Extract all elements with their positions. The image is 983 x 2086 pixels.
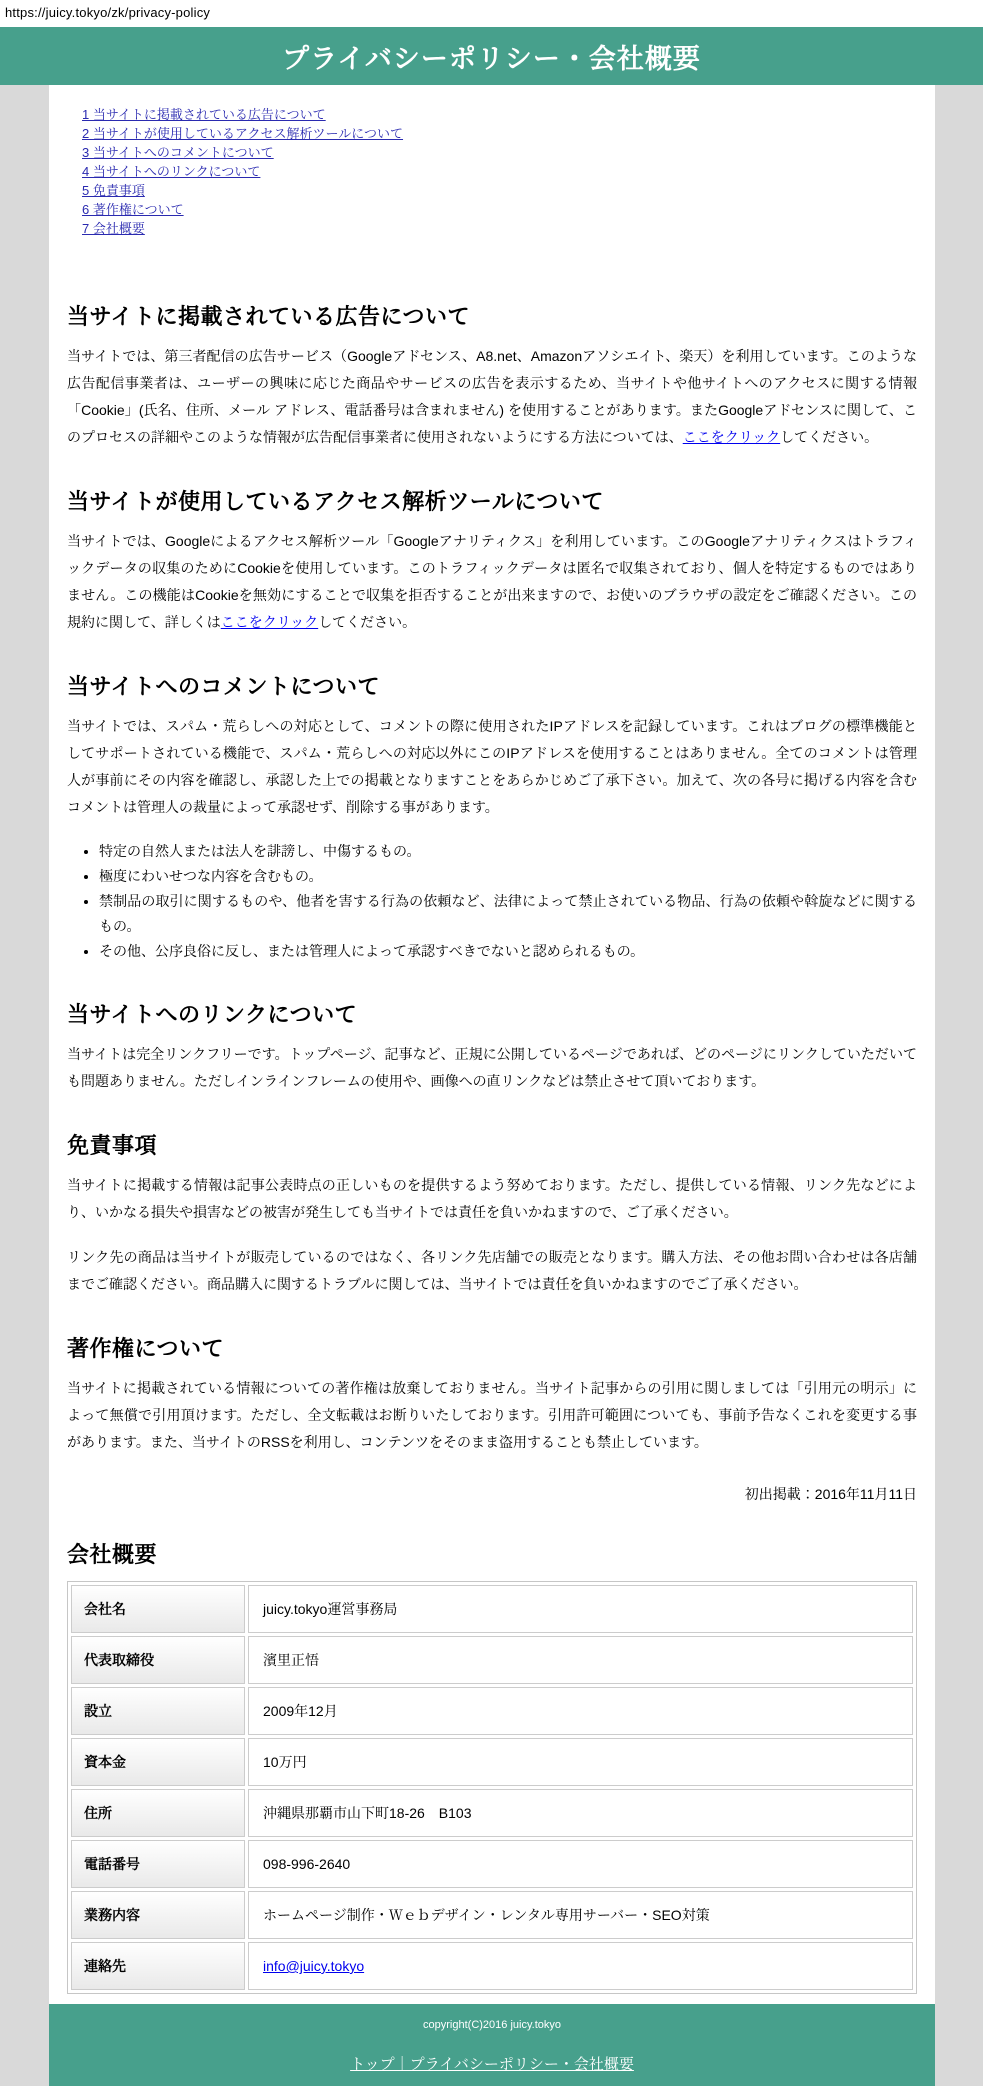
- section-ads-text-after: してください。: [780, 429, 879, 445]
- section-analytics-body: [67, 528, 917, 636]
- section-copyright: [67, 1332, 917, 1504]
- company-row-value: ホームページ制作・Ｗｅｂデザイン・レンタル専用サーバー・SEO対策: [248, 1891, 913, 1939]
- section-links-body: 当サイトは完全リンクフリーです。トップページ、記事など、正規に公開しているページであれば、どのページにリンクしていただいても問題ありません。ただしインラインフレームの使用や、画像への直リンクなどは禁止させて頂いております。: [67, 1046, 917, 1089]
- company-row-label: 業務内容: [71, 1891, 245, 1939]
- company-row-label: 電話番号: [71, 1840, 245, 1888]
- table-of-contents: [82, 105, 917, 238]
- page-url: https://juicy.tokyo/zk/privacy-policy: [5, 5, 211, 20]
- site-footer: [49, 2004, 935, 2086]
- company-row-label: 資本金: [71, 1738, 245, 1786]
- table-row: [71, 1789, 913, 1837]
- section-analytics-text: 当サイトでは、Googleによるアクセス解析ツール「Googleアナリティクス」を利用しています。このGoogleアナリティクスはトラフィックデータの収集のためにCookieを使用しています。このトラフィックデータは匿名で収集されており、個人を特定するものではありません。この機能はCookieを無効にすることで収集を拒否することが出来ますので、お使いのブラウザの設定をご確認ください。この規約に関して、詳しくは: [67, 533, 917, 630]
- disclaimer-paragraph-2: リンク先の商品は当サイトが販売しているのではなく、各リンク先店舗での販売となります。購入方法、その他お問い合わせは各店舗までご確認ください。商品購入に関するトラブルに関しては、当サイトでは責任を負いかねますのでご了承ください。: [67, 1249, 917, 1292]
- company-row-label: 住所: [71, 1789, 245, 1837]
- page-title: プライバシーポリシー・会社概要: [282, 43, 701, 74]
- analytics-terms-link[interactable]: ここをクリック: [220, 614, 319, 630]
- company-row-value: 10万円: [248, 1738, 913, 1786]
- table-row-contact: [71, 1942, 913, 1990]
- table-row: [71, 1687, 913, 1735]
- section-ads: [67, 300, 917, 451]
- section-ads-heading: 当サイトに掲載されている広告について: [67, 304, 471, 329]
- main-content: [49, 85, 935, 2086]
- section-copyright-body: 当サイトに掲載されている情報についての著作権は放棄しておりません。当サイト記事からの引用に関しましては「引用元の明示」によって無償で引用頂けます。ただし、全文転載はお断りいたしております。引用許可範囲についても、事前予告なくこれを変更する事があります。また、当サイトのRSSを利用し、コンテンツをそのまま盗用することも禁止しています。: [67, 1380, 917, 1450]
- company-row-value: [248, 1942, 913, 1990]
- browser-url-bar[interactable]: [0, 0, 983, 27]
- section-disclaimer: [67, 1129, 917, 1298]
- first-published-date: 初出掲載：2016年11月11日: [744, 1486, 917, 1502]
- toc-link[interactable]: 7 会社概要: [82, 221, 145, 236]
- comment-rule-item: • その他、公序良俗に反し、または管理人によって承認すべきでないと認められるもの。: [99, 939, 917, 964]
- footer-copyright: copyright(C)2016 juicy.tokyo: [423, 2019, 561, 2031]
- site-header: [0, 27, 983, 85]
- toc-link[interactable]: 2 当サイトが使用しているアクセス解析ツールについて: [82, 126, 404, 141]
- table-row: [71, 1585, 913, 1633]
- company-row-label: 代表取締役: [71, 1636, 245, 1684]
- company-row-value: 濱里正悟: [248, 1636, 913, 1684]
- disclaimer-paragraph-1: 当サイトに掲載する情報は記事公表時点の正しいものを提供するよう努めております。ただし、提供している情報、リンク先などにより、いかなる損失や損害などの被害が発生しても当サイトでは責任を負いかねますので、ご了承ください。: [67, 1177, 917, 1220]
- section-analytics-text-after: してください。: [318, 614, 417, 630]
- table-row: [71, 1891, 913, 1939]
- section-ads-body: [67, 343, 917, 451]
- table-row: [71, 1636, 913, 1684]
- toc-link[interactable]: 6 著作権について: [82, 202, 184, 217]
- company-row-value: 2009年12月: [248, 1687, 913, 1735]
- toc-link[interactable]: 1 当サイトに掲載されている広告について: [82, 107, 326, 122]
- table-row: [71, 1840, 913, 1888]
- section-comments: [67, 670, 917, 964]
- toc-link[interactable]: 5 免責事項: [82, 183, 145, 198]
- footer-nav-link[interactable]: トップ｜プライバシーポリシー・会社概要: [350, 2056, 634, 2073]
- section-comments-heading: 当サイトへのコメントについて: [67, 674, 381, 699]
- comment-rule-item: • 特定の自然人または法人を誹謗し、中傷するもの。: [99, 839, 917, 864]
- company-row-value: 沖縄県那覇市山下町18-26 B103: [248, 1789, 913, 1837]
- table-row: [71, 1738, 913, 1786]
- section-comments-body: 当サイトでは、スパム・荒らしへの対応として、コメントの際に使用されたIPアドレスを記録しています。これはブログの標準機能としてサポートされている機能で、スパム・荒らしへの対応以外にこのIPアドレスを使用することはありません。全てのコメントは管理人が事前にその内容を確認し、承認した上での掲載となりますことをあらかじめご了承下さい。加えて、次の各号に掲げる内容を含むコメントは管理人の裁量によって承認せず、削除する事があります。: [67, 718, 917, 815]
- company-row-value: 098-996-2640: [248, 1840, 913, 1888]
- company-info-table: [67, 1581, 917, 1994]
- contact-email-link[interactable]: info@juicy.tokyo: [263, 1958, 365, 1974]
- comment-rule-item: • 極度にわいせつな内容を含むもの。: [99, 864, 917, 889]
- company-row-value: juicy.tokyo運営事務局: [248, 1585, 913, 1633]
- section-ads-text: 当サイトでは、第三者配信の広告サービス（Googleアドセンス、A8.net、Amazonアソシエイト、楽天）を利用しています。このような広告配信事業者は、ユーザーの興味に応じた商品やサービスの広告を表示するため、当サイトや他サイトへのアクセスに関する情報 「Cookie」(氏名、住所、メール アドレス、電話番号は含まれません) を使用することがあります。またGoogleアドセンスに関して、このプロセスの詳細やこのような情報が広告配信事業者に使用されないようにする方法については、: [67, 348, 917, 445]
- section-analytics: [67, 485, 917, 636]
- ads-optout-link[interactable]: ここをクリック: [682, 429, 781, 445]
- comment-rule-item: • 禁制品の取引に関するものや、他者を害する行為の依頼など、法律によって禁止されている物品、行為の依頼や斡旋などに関するもの。: [99, 889, 917, 939]
- section-analytics-heading: 当サイトが使用しているアクセス解析ツールについて: [67, 489, 604, 514]
- section-company-heading: 会社概要: [67, 1542, 158, 1567]
- section-company: [67, 1538, 917, 1994]
- section-links-heading: 当サイトへのリンクについて: [67, 1002, 358, 1027]
- company-row-label: 連絡先: [71, 1942, 245, 1990]
- section-disclaimer-heading: 免責事項: [67, 1133, 158, 1158]
- comment-rules-list: [67, 839, 917, 964]
- footer-nav: [49, 2053, 935, 2074]
- company-row-label: 設立: [71, 1687, 245, 1735]
- toc-link[interactable]: 3 当サイトへのコメントについて: [82, 145, 274, 160]
- toc-link[interactable]: 4 当サイトへのリンクについて: [82, 164, 261, 179]
- company-row-label: 会社名: [71, 1585, 245, 1633]
- section-copyright-heading: 著作権について: [67, 1336, 225, 1361]
- section-links: [67, 998, 917, 1095]
